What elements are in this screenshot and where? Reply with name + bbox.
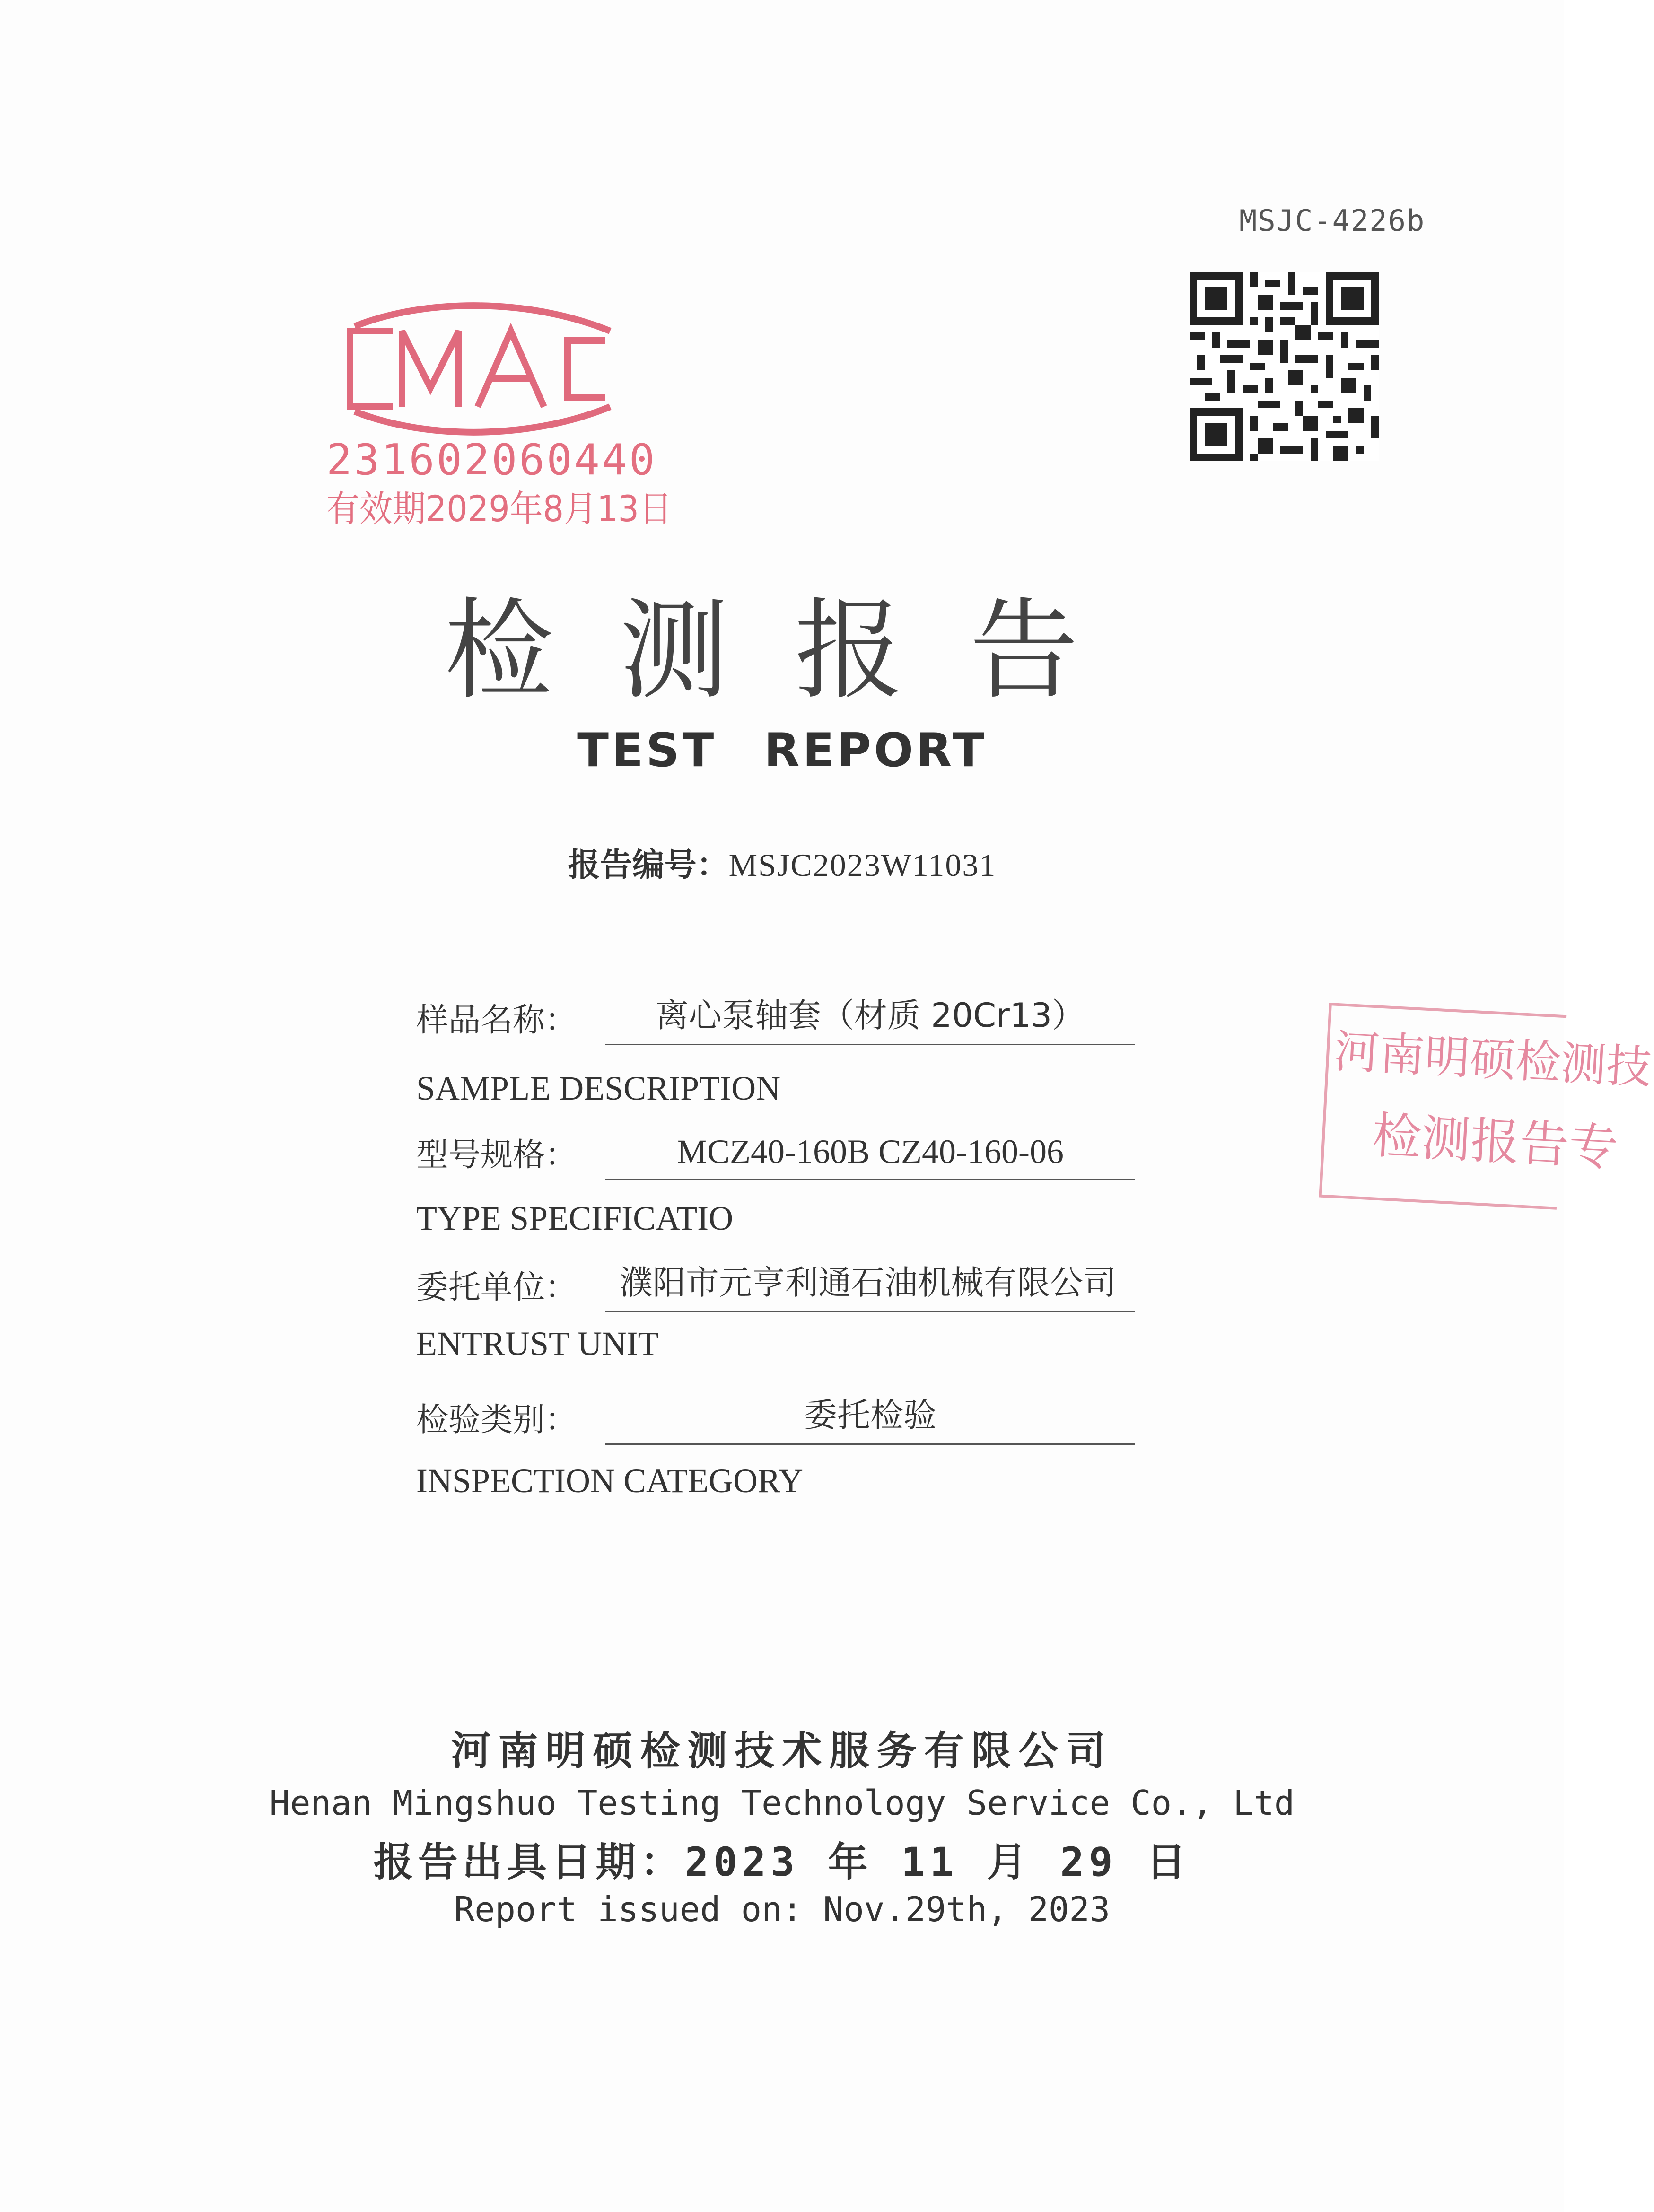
field-value: MCZ40-160B CZ40-160-06 <box>677 1133 1064 1171</box>
field-label: 委托单位： <box>416 1269 578 1306</box>
stamp-line-1: 河南明硕检测技 <box>1332 1024 1653 1094</box>
cma-valid-until: 有效期2029年8月13日 <box>326 488 672 530</box>
field-entrust-unit <box>416 1256 1192 1312</box>
stamp-line-2: 检测报告专 <box>1371 1106 1619 1177</box>
page-title-en: TEST REPORT <box>577 724 987 778</box>
cma-logo <box>322 298 634 435</box>
cma-seal <box>322 298 672 530</box>
field-type-spec <box>416 1123 1192 1180</box>
company-name-cn: 河南明硕检测技术服务有限公司 <box>451 1728 1113 1774</box>
issue-date-cn: 报告出具日期：2023 年 11 月 29 日 <box>373 1839 1191 1885</box>
report-number-label: 报告编号： <box>568 847 729 884</box>
qr-code-icon <box>1190 272 1379 461</box>
field-label: 型号规格： <box>416 1137 578 1174</box>
issue-date-en: Report issued on: Nov.29th, 2023 <box>454 1889 1111 1929</box>
underline <box>605 1311 1135 1312</box>
underline <box>605 1179 1135 1180</box>
field-label-en: TYPE SPECIFICATIO <box>416 1199 734 1237</box>
field-value: 濮阳市元亨利通石油机械有限公司 <box>620 1263 1116 1302</box>
field-label-en: ENTRUST UNIT <box>416 1325 659 1363</box>
underline <box>605 1044 1135 1045</box>
field-label-en: SAMPLE DESCRIPTION <box>416 1069 781 1107</box>
field-label: 检验类别： <box>416 1401 578 1439</box>
company-name-en: Henan Mingshuo Testing Technology Service Co., Ltd <box>269 1783 1295 1823</box>
report-number-value: MSJC2023W11031 <box>728 847 997 883</box>
field-value: 委托检验 <box>804 1396 936 1434</box>
underline <box>605 1443 1135 1445</box>
field-inspection-category <box>416 1388 1192 1445</box>
field-label: 样品名称： <box>416 1002 578 1039</box>
document-code: MSJC-4226b <box>1239 203 1426 238</box>
report-number <box>0 839 1564 885</box>
report-stamp <box>1319 1003 1653 1210</box>
field-label-en: INSPECTION CATEGORY <box>416 1462 804 1500</box>
field-value: 离心泵轴套（材质 20Cr13） <box>655 996 1085 1035</box>
cma-number: 231602060440 <box>326 435 657 485</box>
page-title-cn: 检测报告 <box>445 588 1145 714</box>
field-sample-name <box>416 988 1192 1045</box>
